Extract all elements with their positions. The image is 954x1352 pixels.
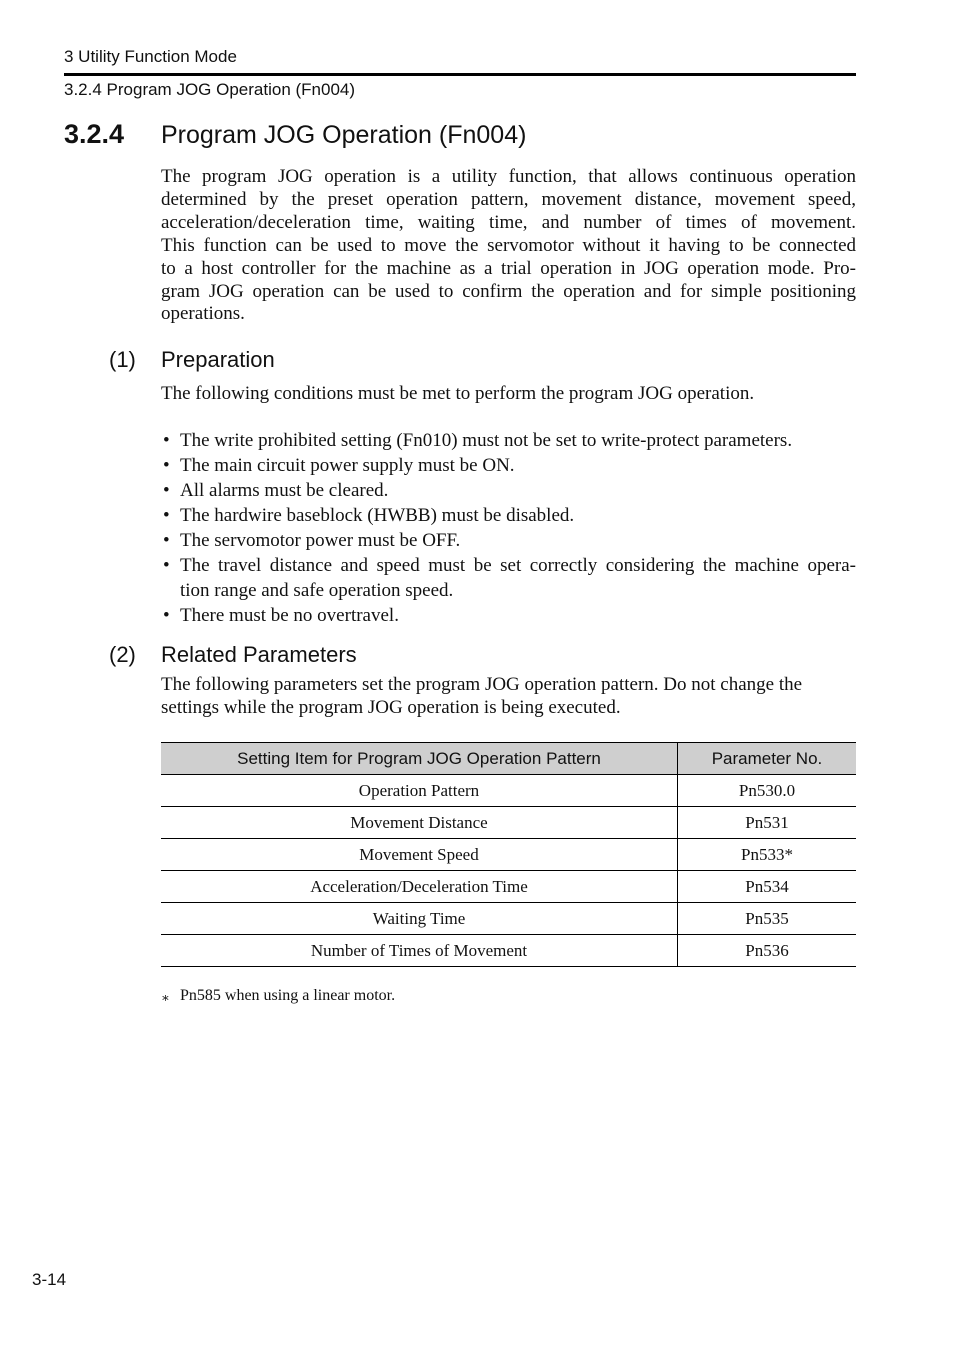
table-row: [161, 903, 856, 935]
setting-item-cell: Movement Speed: [161, 839, 678, 871]
condition-text-line: tion range and safe operation speed.: [180, 580, 454, 601]
section-title: Program JOG Operation (Fn004): [161, 121, 527, 149]
list-item: [161, 553, 856, 603]
parameter-no-cell: Pn531: [678, 807, 857, 839]
parameter-no-cell: Pn535: [678, 903, 857, 935]
table-row: [161, 807, 856, 839]
condition-text: There must be no overtravel.: [180, 605, 399, 626]
parameter-no-cell: Pn530.0: [678, 775, 857, 807]
setting-item-cell: Movement Distance: [161, 807, 678, 839]
bullet-icon: •: [163, 480, 170, 501]
list-item: [161, 528, 856, 553]
preparation-title: Preparation: [161, 347, 275, 372]
column-header-setting-item: Setting Item for Program JOG Operation Pattern: [161, 743, 678, 775]
setting-item-cell: Operation Pattern: [161, 775, 678, 807]
related-parameters-text: [161, 673, 856, 719]
parameter-no-cell: Pn533*: [678, 839, 857, 871]
bullet-icon: •: [163, 555, 170, 576]
table-row: [161, 935, 856, 967]
footnote-mark: ∗: [161, 990, 170, 1005]
setting-item-cell: Acceleration/Deceleration Time: [161, 871, 678, 903]
condition-text: All alarms must be cleared.: [180, 480, 389, 501]
intro-line: to a host controller for the machine as a trial operation in JOG operation mode. Pro-: [161, 257, 856, 279]
intro-line: The program JOG operation is a utility function, that allows continuous operation: [161, 166, 856, 187]
preparation-text: The following conditions must be met to perform the program JOG operation.: [161, 383, 755, 404]
bullet-icon: •: [163, 430, 170, 451]
running-header-chapter: 3 Utility Function Mode: [64, 47, 237, 66]
bullet-icon: •: [163, 505, 170, 526]
related-text-line: The following parameters set the program JOG operation pattern. Do not change the: [161, 674, 803, 695]
intro-line: determined by the preset operation pattern, movement distance, movement speed,: [161, 188, 856, 210]
section-number: 3.2.4: [64, 119, 125, 149]
intro-line: gram JOG operation can be used to confirm the operation and for simple positioning: [161, 280, 856, 302]
intro-paragraph: [161, 166, 856, 326]
parameter-no-cell: Pn534: [678, 871, 857, 903]
column-header-parameter-no: Parameter No.: [678, 743, 857, 775]
running-header-section: 3.2.4 Program JOG Operation (Fn004): [64, 80, 356, 99]
related-parameters-number: (2): [109, 642, 136, 667]
table-footnote: [161, 987, 395, 1006]
related-parameters-title: Related Parameters: [161, 642, 357, 667]
header-rule: [64, 73, 856, 76]
intro-line: This function can be used to move the servomotor without it having to be connected: [161, 234, 856, 256]
parameter-no-cell: Pn536: [678, 935, 857, 967]
list-item: [161, 478, 856, 503]
list-item: [161, 428, 856, 453]
table-row: [161, 839, 856, 871]
preparation-heading: [109, 347, 275, 373]
bullet-icon: •: [163, 455, 170, 476]
setting-item-cell: Number of Times of Movement: [161, 935, 678, 967]
page-number: 3-14: [32, 1270, 67, 1289]
table-row: [161, 871, 856, 903]
intro-line: operations.: [161, 303, 245, 325]
section-heading: [64, 119, 526, 150]
setting-item-cell: Waiting Time: [161, 903, 678, 935]
condition-text: The main circuit power supply must be ON.: [180, 455, 515, 476]
condition-text: The servomotor power must be OFF.: [180, 530, 461, 551]
table-header-row: [161, 743, 856, 775]
bullet-icon: •: [163, 530, 170, 551]
condition-text: The hardwire baseblock (HWBB) must be disabled.: [180, 505, 575, 526]
intro-line: acceleration/deceleration time, waiting time, and number of times of movement.: [161, 211, 856, 233]
list-item: [161, 503, 856, 528]
list-item: [161, 603, 856, 628]
related-parameters-heading: [109, 642, 357, 668]
preparation-conditions-list: [161, 428, 856, 628]
preparation-number: (1): [109, 347, 136, 372]
table-row: [161, 775, 856, 807]
parameters-table: [161, 742, 856, 967]
condition-text-line: The travel distance and speed must be set correctly considering the machine opera-: [180, 555, 856, 576]
bullet-icon: •: [163, 605, 170, 626]
related-text-line: settings while the program JOG operation is being executed.: [161, 697, 621, 718]
footnote-text: Pn585 when using a linear motor.: [180, 987, 396, 1004]
list-item: [161, 453, 856, 478]
condition-text: The write prohibited setting (Fn010) must not be set to write-protect parameters.: [180, 430, 793, 451]
